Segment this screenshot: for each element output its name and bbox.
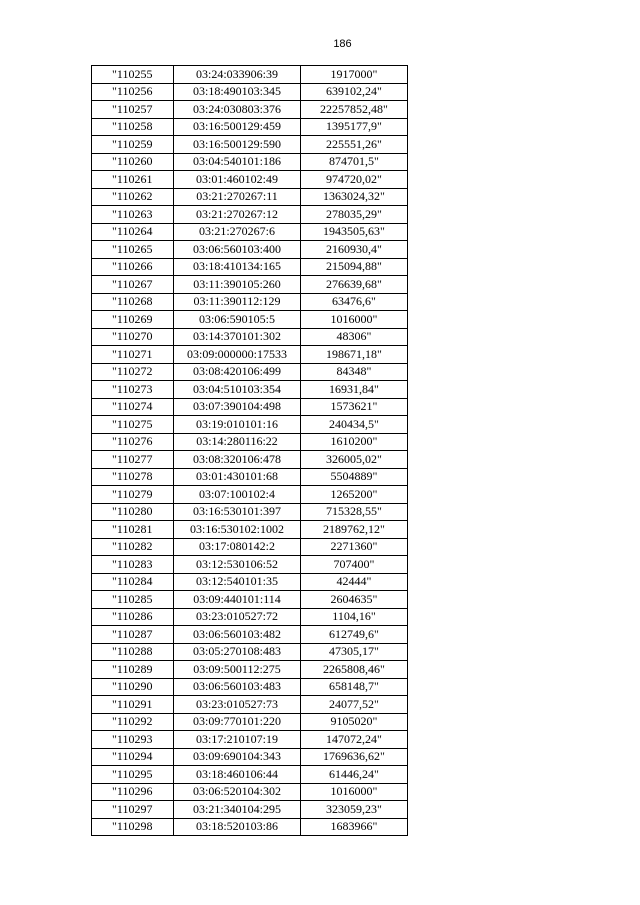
cadastral-number-cell: 03:09:770101:220 [174,713,301,731]
cadastral-number-cell: 03:18:520103:86 [174,818,301,836]
table-row [92,433,408,451]
table-row [92,626,408,644]
table-row [92,486,408,504]
record-number-cell: "110263 [92,206,174,224]
cadastral-value-cell: 147072,24" [301,731,408,749]
record-number-cell: "110256 [92,83,174,101]
table-row [92,101,408,119]
table-row [92,398,408,416]
record-number-cell: "110265 [92,241,174,259]
cadastral-number-cell: 03:17:080142:2 [174,538,301,556]
cadastral-number-cell: 03:08:320106:478 [174,451,301,469]
table-row [92,328,408,346]
table-row [92,818,408,836]
table-row [92,311,408,329]
record-number-cell: "110260 [92,153,174,171]
table-row [92,188,408,206]
table-row [92,521,408,539]
cadastral-value-cell: 276639,68" [301,276,408,294]
cadastral-number-cell: 03:06:560103:482 [174,626,301,644]
cadastral-number-cell: 03:18:490103:345 [174,83,301,101]
cadastral-number-cell: 03:04:510103:354 [174,381,301,399]
record-number-cell: "110286 [92,608,174,626]
record-number-cell: "110291 [92,696,174,714]
cadastral-number-cell: 03:07:390104:498 [174,398,301,416]
record-number-cell: "110282 [92,538,174,556]
cadastral-value-cell: 16931,84" [301,381,408,399]
table-row [92,801,408,819]
cadastral-value-cell: 84348" [301,363,408,381]
record-number-cell: "110279 [92,486,174,504]
record-number-cell: "110296 [92,783,174,801]
record-number-cell: "110273 [92,381,174,399]
cadastral-number-cell: 03:24:030803:376 [174,101,301,119]
table-row [92,608,408,626]
table-row [92,83,408,101]
record-number-cell: "110258 [92,118,174,136]
table-row [92,538,408,556]
record-number-cell: "110261 [92,171,174,189]
record-number-cell: "110283 [92,556,174,574]
cadastral-value-cell: 1683966" [301,818,408,836]
record-number-cell: "110285 [92,591,174,609]
cadastral-value-cell: 1573621" [301,398,408,416]
table-row [92,118,408,136]
cadastral-number-cell: 03:12:540101:35 [174,573,301,591]
record-number-cell: "110293 [92,731,174,749]
cadastral-value-cell: 1104,16" [301,608,408,626]
cadastral-value-cell: 658148,7" [301,678,408,696]
cadastral-number-cell: 03:07:100102:4 [174,486,301,504]
record-number-cell: "110297 [92,801,174,819]
table-row [92,783,408,801]
cadastral-number-cell: 03:19:010101:16 [174,416,301,434]
record-number-cell: "110278 [92,468,174,486]
table-row [92,381,408,399]
cadastral-value-cell: 1016000" [301,311,408,329]
cadastral-value-cell: 2604635" [301,591,408,609]
record-number-cell: "110276 [92,433,174,451]
cadastral-value-cell: 715328,55" [301,503,408,521]
table-row [92,153,408,171]
record-number-cell: "110267 [92,276,174,294]
record-number-cell: "110281 [92,521,174,539]
cadastral-value-cell: 326005,02" [301,451,408,469]
cadastral-number-cell: 03:16:500129:459 [174,118,301,136]
cadastral-number-cell: 03:21:340104:295 [174,801,301,819]
record-number-cell: "110289 [92,661,174,679]
record-number-cell: "110275 [92,416,174,434]
record-number-cell: "110272 [92,363,174,381]
record-number-cell: "110288 [92,643,174,661]
cadastral-value-cell: 1395177,9" [301,118,408,136]
record-number-cell: "110266 [92,258,174,276]
cadastral-number-cell: 03:12:530106:52 [174,556,301,574]
table-row [92,293,408,311]
cadastral-value-cell: 2271360" [301,538,408,556]
record-number-cell: "110280 [92,503,174,521]
cadastral-number-cell: 03:14:370101:302 [174,328,301,346]
registry-table-body [92,66,408,836]
cadastral-value-cell: 22257852,48" [301,101,408,119]
record-number-cell: "110271 [92,346,174,364]
cadastral-value-cell: 225551,26" [301,136,408,154]
record-number-cell: "110292 [92,713,174,731]
cadastral-value-cell: 47305,17" [301,643,408,661]
table-row [92,136,408,154]
cadastral-value-cell: 63476,6" [301,293,408,311]
cadastral-value-cell: 639102,24" [301,83,408,101]
cadastral-value-cell: 278035,29" [301,206,408,224]
cadastral-number-cell: 03:21:270267:11 [174,188,301,206]
cadastral-value-cell: 1265200" [301,486,408,504]
cadastral-number-cell: 03:06:520104:302 [174,783,301,801]
cadastral-number-cell: 03:05:270108:483 [174,643,301,661]
cadastral-number-cell: 03:21:270267:12 [174,206,301,224]
cadastral-number-cell: 03:21:270267:6 [174,223,301,241]
cadastral-number-cell: 03:16:530102:1002 [174,521,301,539]
table-row [92,591,408,609]
table-row [92,206,408,224]
table-row [92,573,408,591]
cadastral-number-cell: 03:09:000000:17533 [174,346,301,364]
cadastral-value-cell: 1769636,62" [301,748,408,766]
record-number-cell: "110277 [92,451,174,469]
table-row [92,503,408,521]
cadastral-number-cell: 03:06:560103:400 [174,241,301,259]
table-row [92,241,408,259]
cadastral-number-cell: 03:01:460102:49 [174,171,301,189]
table-row [92,276,408,294]
table-row [92,696,408,714]
record-number-cell: "110295 [92,766,174,784]
table-row [92,66,408,84]
cadastral-number-cell: 03:11:390105:260 [174,276,301,294]
table-row [92,766,408,784]
table-row [92,731,408,749]
table-row [92,468,408,486]
cadastral-number-cell: 03:16:500129:590 [174,136,301,154]
record-number-cell: "110274 [92,398,174,416]
cadastral-value-cell: 240434,5" [301,416,408,434]
cadastral-value-cell: 5504889" [301,468,408,486]
record-number-cell: "110262 [92,188,174,206]
cadastral-number-cell: 03:06:590105:5 [174,311,301,329]
cadastral-number-cell: 03:23:010527:73 [174,696,301,714]
record-number-cell: "110255 [92,66,174,84]
cadastral-number-cell: 03:09:500112:275 [174,661,301,679]
cadastral-number-cell: 03:18:410134:165 [174,258,301,276]
cadastral-value-cell: 2160930,4" [301,241,408,259]
cadastral-value-cell: 2265808,46" [301,661,408,679]
record-number-cell: "110294 [92,748,174,766]
table-row [92,416,408,434]
table-row [92,171,408,189]
table-row [92,223,408,241]
cadastral-value-cell: 323059,23" [301,801,408,819]
cadastral-value-cell: 9105020" [301,713,408,731]
cadastral-number-cell: 03:04:540101:186 [174,153,301,171]
page-number: 186 [333,38,352,50]
cadastral-value-cell: 1943505,63" [301,223,408,241]
cadastral-number-cell: 03:08:420106:499 [174,363,301,381]
cadastral-number-cell: 03:16:530101:397 [174,503,301,521]
table-row [92,363,408,381]
table-row [92,661,408,679]
registry-table [91,65,408,836]
cadastral-number-cell: 03:06:560103:483 [174,678,301,696]
cadastral-value-cell: 1016000" [301,783,408,801]
record-number-cell: "110298 [92,818,174,836]
record-number-cell: "110270 [92,328,174,346]
cadastral-value-cell: 2189762,12" [301,521,408,539]
cadastral-value-cell: 1363024,32" [301,188,408,206]
cadastral-number-cell: 03:18:460106:44 [174,766,301,784]
record-number-cell: "110269 [92,311,174,329]
cadastral-number-cell: 03:17:210107:19 [174,731,301,749]
table-row [92,346,408,364]
record-number-cell: "110264 [92,223,174,241]
record-number-cell: "110259 [92,136,174,154]
table-row [92,748,408,766]
cadastral-number-cell: 03:09:690104:343 [174,748,301,766]
cadastral-value-cell: 48306" [301,328,408,346]
record-number-cell: "110290 [92,678,174,696]
cadastral-value-cell: 1917000" [301,66,408,84]
cadastral-value-cell: 215094,88" [301,258,408,276]
cadastral-value-cell: 974720,02" [301,171,408,189]
cadastral-value-cell: 61446,24" [301,766,408,784]
cadastral-number-cell: 03:23:010527:72 [174,608,301,626]
cadastral-value-cell: 42444" [301,573,408,591]
table-row [92,678,408,696]
table-row [92,643,408,661]
cadastral-number-cell: 03:09:440101:114 [174,591,301,609]
record-number-cell: "110268 [92,293,174,311]
table-row [92,556,408,574]
cadastral-value-cell: 707400" [301,556,408,574]
cadastral-number-cell: 03:01:430101:68 [174,468,301,486]
table-row [92,451,408,469]
cadastral-number-cell: 03:14:280116:22 [174,433,301,451]
cadastral-value-cell: 24077,52" [301,696,408,714]
cadastral-number-cell: 03:24:033906:39 [174,66,301,84]
cadastral-value-cell: 874701,5" [301,153,408,171]
cadastral-value-cell: 1610200" [301,433,408,451]
table-row [92,713,408,731]
record-number-cell: "110257 [92,101,174,119]
table-row [92,258,408,276]
cadastral-value-cell: 198671,18" [301,346,408,364]
cadastral-number-cell: 03:11:390112:129 [174,293,301,311]
record-number-cell: "110287 [92,626,174,644]
cadastral-value-cell: 612749,6" [301,626,408,644]
record-number-cell: "110284 [92,573,174,591]
